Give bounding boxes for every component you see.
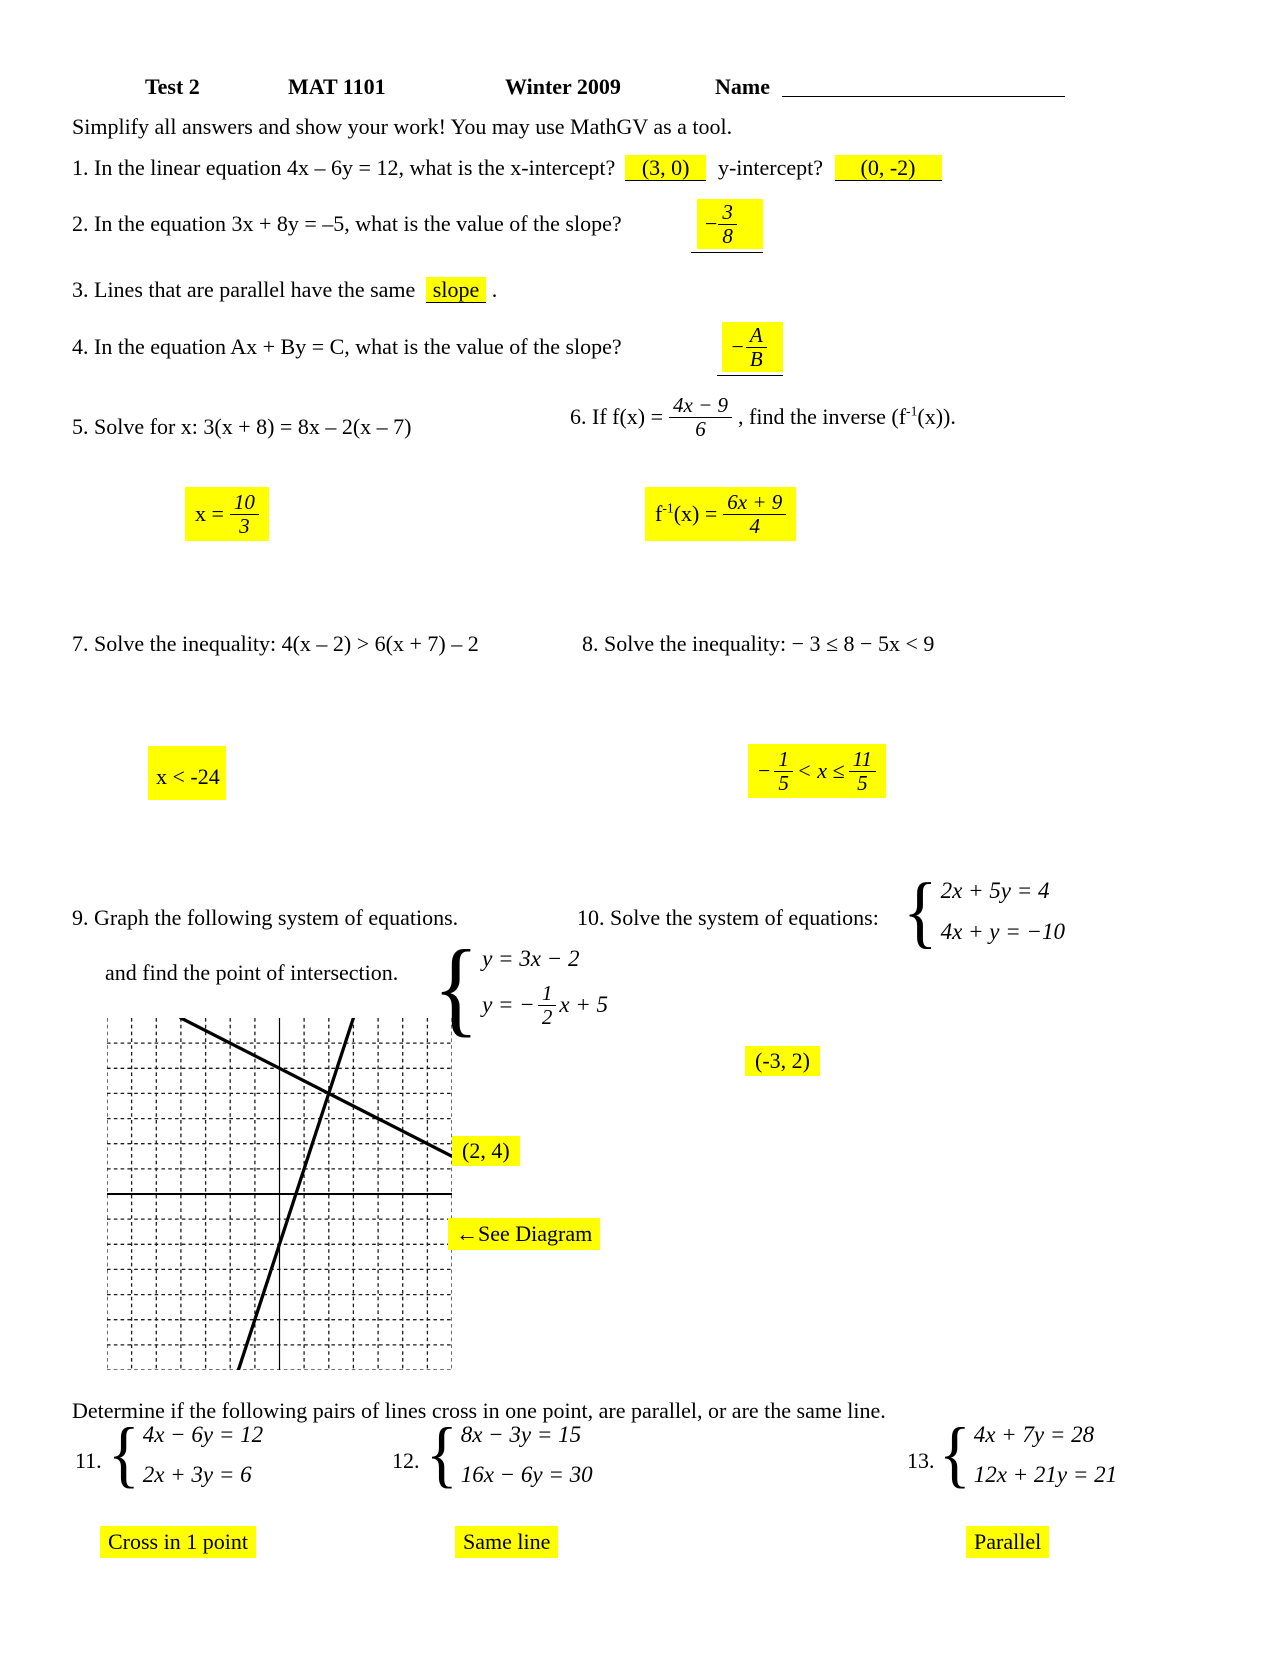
- item-13-equation-2: 12x + 21y = 21: [973, 1462, 1118, 1487]
- question-7-text: 7. Solve the inequality: 4(x – 2) > 6(x + 7) – 2: [72, 631, 479, 656]
- q10-brace: {: [903, 866, 938, 956]
- bottom-intro-text: Determine if the following pairs of lines cross in one point, are parallel, or are the same line.: [72, 1398, 886, 1423]
- name-blank-line: [782, 76, 1065, 97]
- q6-answer-pre: $f^{-1}(x)$ =: [655, 500, 718, 527]
- q2-answer: [697, 199, 763, 253]
- q2-answer-blank-line: [691, 252, 763, 253]
- q5-answer-fraction: $\frac{10}{3}$: [230, 491, 259, 537]
- item-11-brace: {: [108, 1413, 140, 1496]
- instructions-text: Simplify all answers and show your work! You may use MathGV as a tool.: [72, 114, 733, 139]
- q5-answer: [185, 487, 269, 541]
- q6-inverse-sup: -1: [906, 403, 918, 419]
- q2-answer-highlight: [697, 199, 763, 249]
- q4-answer-sign: −: [730, 334, 745, 360]
- item-12-equation-1: 8x − 3y = 15: [460, 1422, 582, 1447]
- q10-answer: (-3, 2): [745, 1046, 820, 1076]
- q4-answer-fraction: $\frac{A}{B}$: [746, 324, 767, 370]
- item-11-label: 11.: [75, 1448, 102, 1473]
- item-12-answer: Same line: [455, 1526, 558, 1558]
- q4-answer: [722, 322, 783, 376]
- item-12-equation-2: 16x − 6y = 30: [460, 1462, 593, 1487]
- q9-system: [433, 926, 609, 1047]
- q6-fraction: $\frac{4x - 9}{6}$: [669, 394, 732, 440]
- item-13-equation-1: 4x + 7y = 28: [973, 1422, 1095, 1447]
- item-12-label: 12.: [392, 1448, 420, 1473]
- q7-answer: x < -24: [156, 764, 220, 789]
- q2-answer-sign: −: [705, 211, 718, 237]
- item-11-system: [108, 1413, 264, 1496]
- question-2-text: 2. In the equation 3x + 8y = –5, what is the value of the slope?: [72, 211, 622, 236]
- question-6-text-2: , find the inverse $(f^{-1}(x))$.: [738, 403, 956, 430]
- item-11-equation-1: 4x − 6y = 12: [142, 1422, 264, 1447]
- question-5-text: 5. Solve for x: 3(x + 8) = 8x – 2(x – 7): [72, 414, 412, 439]
- item-11-equation-2: 2x + 3y = 6: [142, 1462, 252, 1487]
- question-3: [72, 277, 497, 303]
- item-11-answer: Cross in 1 point: [100, 1526, 256, 1558]
- q3-answer: slope: [426, 277, 486, 303]
- q9-see-diagram-answer: ←See Diagram: [448, 1218, 600, 1250]
- question-3-period: .: [491, 277, 498, 302]
- q10-equation-1: 2x + 5y = 4: [940, 878, 1050, 903]
- question-3-text: 3. Lines that are parallel have the same: [72, 277, 416, 302]
- q9-equation-2: y = − $\frac{1}{2}$ x + 5: [482, 981, 609, 1029]
- q9-equation-1: y = 3x − 2: [482, 946, 580, 971]
- q10-system: [903, 866, 1066, 956]
- item-12-system: [426, 1413, 593, 1496]
- q9-brace: {: [433, 926, 480, 1047]
- q6-answer: [645, 487, 796, 541]
- q9-eq2-fraction: $\frac{1}{2}$: [538, 982, 557, 1028]
- q5-answer-pre: x =: [195, 501, 224, 527]
- q8-answer-sign: −: [758, 758, 771, 784]
- question-1: [72, 155, 942, 181]
- question-4-text: 4. In the equation Ax + By = C, what is the value of the slope?: [72, 334, 622, 359]
- item-13-answer: Parallel: [966, 1526, 1049, 1558]
- q7-answer-highlight: [148, 746, 226, 800]
- item-13-label: 13.: [907, 1448, 935, 1473]
- question-6-text: 6. If f(x) =: [570, 404, 664, 430]
- item-13-system: [939, 1413, 1118, 1496]
- q2-answer-fraction: $\frac{3}{8}$: [718, 201, 737, 247]
- question-9-text: 9. Graph the following system of equations.: [72, 905, 459, 930]
- term-label: Winter 2009: [505, 74, 621, 99]
- q4-answer-highlight: [722, 322, 783, 372]
- q1-between-text: y-intercept?: [717, 155, 824, 180]
- question-8-text: 8. Solve the inequality: − 3 ≤ 8 − 5x < 9: [582, 631, 935, 656]
- q10-equation-2: 4x + y = −10: [940, 919, 1066, 944]
- q5-answer-highlight: [185, 487, 269, 541]
- q6-answer-highlight: [645, 487, 796, 541]
- q6-answer-fraction: $\frac{6x + 9}{4}$: [723, 491, 786, 537]
- q4-answer-blank-line: [717, 375, 783, 376]
- q1-y-intercept-answer: (0, -2): [835, 155, 942, 181]
- question-9-text-2: and find the point of intersection.: [105, 960, 399, 985]
- name-label: Name: [715, 74, 770, 99]
- q8-answer-fraction-1: $\frac{1}{5}$: [774, 748, 793, 794]
- q1-x-intercept-answer: (3, 0): [625, 155, 707, 181]
- question-1-text: 1. In the linear equation 4x – 6y = 12, what is the x-intercept?: [72, 155, 616, 180]
- q8-answer-fraction-2: $\frac{11}{5}$: [849, 748, 876, 794]
- q8-answer-mid: < x ≤: [796, 758, 845, 784]
- coordinate-grid-graph: [107, 1018, 452, 1370]
- item-13-brace: {: [939, 1413, 971, 1496]
- q9-intersection-answer: (2, 4): [452, 1136, 520, 1166]
- item-12-brace: {: [426, 1413, 458, 1496]
- question-6: [570, 394, 956, 440]
- test-title: Test 2: [145, 74, 200, 99]
- q8-answer-highlight: [748, 744, 886, 798]
- question-10-text: 10. Solve the system of equations:: [577, 905, 879, 930]
- course-code: MAT 1101: [288, 74, 386, 99]
